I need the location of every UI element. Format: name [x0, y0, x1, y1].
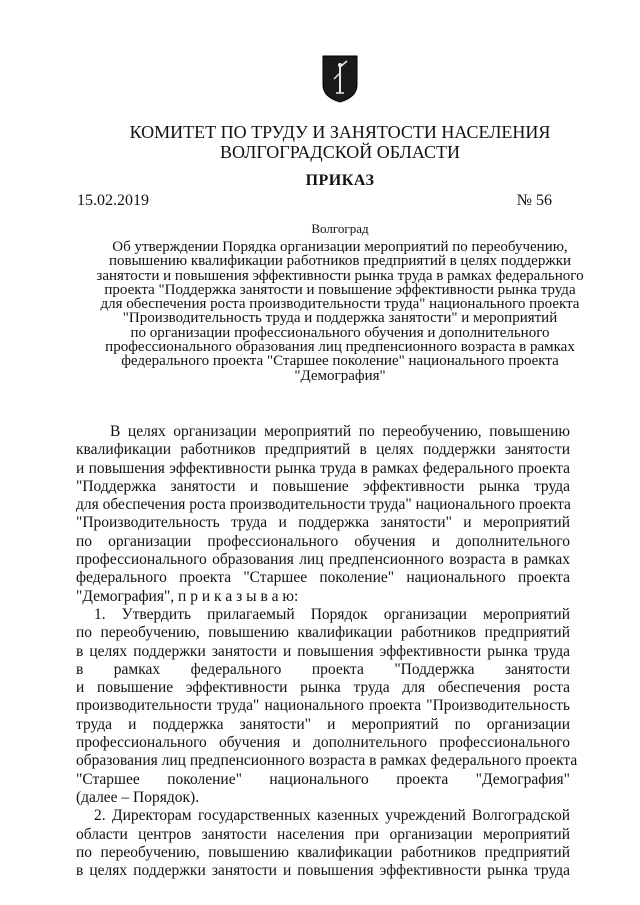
committee-name-line-2: ВОЛГОГРАДСКОЙ ОБЛАСТИ: [220, 142, 460, 162]
body-line: профессионального обучения и дополнительного профессионального: [76, 734, 570, 752]
heading-line: "Производительность труда и поддержка занятости" и мероприятий: [122, 310, 558, 327]
body-line: В целях организации мероприятий по переобучению, повышению: [110, 423, 570, 440]
body-line: 2. Директорам государственных казенных учреждений Волгоградской: [94, 807, 570, 825]
body-line: 1. Утвердить прилагаемый Порядок организации мероприятий: [94, 605, 570, 623]
body-line: профессионального образования лиц предпенсионного возраста в рамках: [76, 551, 570, 569]
heading-line: "Демография": [294, 367, 386, 384]
heading-line: для обеспечения роста производительности труда" национального проекта: [100, 296, 580, 313]
body-line: федерального проекта "Старшее поколение" национального проекта: [76, 569, 570, 587]
heading-line: по организации профессионального обучения и дополнительного: [130, 324, 550, 341]
body-line: и повышения эффективности рынка труда в рамках федерального проекта: [76, 459, 570, 477]
heading-line: Об утверждении Порядка организации мероприятий по переобучению,: [112, 239, 568, 255]
heading-line: проекта "Поддержка занятости и повышение эффективности рынка труда: [104, 281, 576, 298]
document-city: Волгоград: [311, 221, 369, 236]
body-line: "Старшее поколение" национального проекта "Демография": [76, 770, 570, 788]
body-line: в рамках федерального проекта "Поддержка занятости: [76, 660, 570, 678]
document-number: № 56: [516, 192, 552, 209]
heading-line: повышению квалификации работников предприятий в целях поддержки: [108, 253, 572, 270]
body-line: "Поддержка занятости и повышение эффективности рынка труда: [76, 477, 570, 495]
body-line: области центров занятости населения при организации мероприятий: [76, 825, 570, 843]
heading-line: занятости и повышения эффективности рынка труда в рамках федерального: [96, 267, 584, 284]
body-line: "Демография", п р и к а з ы в а ю:: [76, 587, 299, 605]
document-body: [76, 423, 578, 880]
document-date: 15.02.2019: [77, 192, 149, 209]
body-line: по переобучению, повышению квалификации работников предприятий: [76, 843, 570, 861]
body-line: труда и поддержка занятости" и мероприятий по организации: [76, 715, 570, 733]
document-type: ПРИКАЗ: [305, 172, 375, 189]
document-heading: [80, 240, 600, 383]
committee-name-line-1: КОМИТЕТ ПО ТРУДУ И ЗАНЯТОСТИ НАСЕЛЕНИЯ: [129, 122, 551, 142]
body-line: квалификации работников предприятий в целях поддержки занятости: [76, 441, 570, 459]
body-line: образования лиц предпенсионного возраста в рамках федерального проекта: [76, 752, 578, 770]
body-line: по переобучению, повышению квалификации работников предприятий: [76, 624, 570, 642]
body-line: в целях поддержки занятости и повышения эффективности рынка труда: [76, 862, 570, 880]
body-line: "Производительность труда и поддержка занятости" и мероприятий: [76, 514, 570, 532]
volgograd-emblem-icon: [322, 55, 358, 103]
body-line: в целях поддержки занятости и повышения эффективности рынка труда: [76, 642, 570, 660]
body-line: для обеспечения роста производительности труда" национального проекта: [76, 496, 571, 514]
heading-line: федерального проекта "Старшее поколение" национального проекта: [121, 353, 559, 370]
heading-line: профессионального образования лиц предпенсионного возраста в рамках: [105, 339, 575, 356]
body-line: по организации профессионального обучения и дополнительного: [76, 532, 570, 550]
body-line: (далее – Порядок).: [76, 788, 200, 806]
body-line: производительности труда" национального проекта "Производительность: [76, 697, 570, 715]
body-line: и повышение эффективности рынка труда для обеспечения роста: [76, 679, 570, 697]
